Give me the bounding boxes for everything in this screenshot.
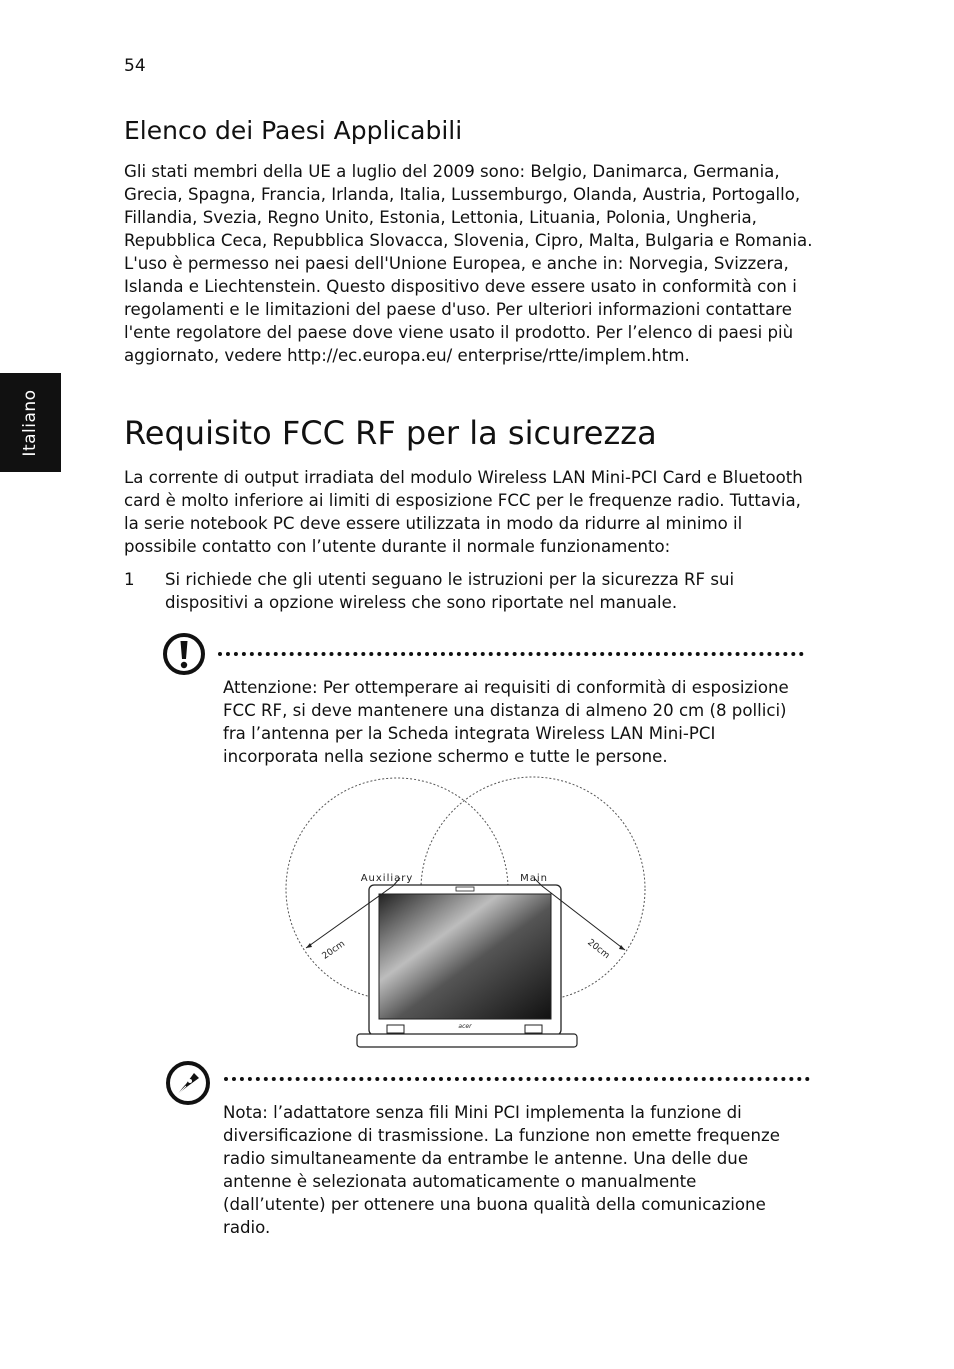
language-side-tab [0,373,61,472]
auxiliary-label: Auxiliary [360,873,414,884]
fcc-paragraph: La corrente di output irradiata del modulo Wireless LAN Mini-PCI Card e Bluetooth card è molto inferiore ai limiti di esposizione FCC per le frequenze radio. Tuttavia, la serie notebook PC deve essere utilizzata in modo da ridurre al minimo il possibile contatto con l’utente durante il normale funzionamento: [124,468,803,556]
warning-body: Per ottemperare ai requisiti di conformità di esposizione FCC RF, si deve mantenere una distanza di almeno 20 cm (8 pollici) fra l’antenna per la Scheda integrata Wireless LAN Mini-PCI incorporata nella sezione schermo e tutte le persone. [223,678,789,766]
list-item-text: Si richiede che gli utenti seguano le istruzioni per la sicurezza RF sui dispositivi a opzione wireless che sono riportate nel manuale. [165,570,735,612]
laptop-screen [379,894,551,1019]
language-side-tab-label: Italiano [20,389,40,457]
list-item-number: 1 [124,570,135,589]
countries-paragraph: Gli stati membri della UE a luglio del 2009 sono: Belgio, Danimarca, Germania, Grecia, Spagna, Francia, Irlanda, Italia, Lussemburgo, Olanda, Austria, Portogallo, Fillandia, Svezia, Regno Unito, Estonia, Lettonia, Lituania, Polonia, Ungheria, Repubblica Ceca, Repubblica Slovacca, Slovenia, Cipro, Malta, Bulgaria e Romania. L'uso è permesso nei paesi dell'Unione Europea, e anche in: Norvegia, Svizzera, Islanda e Liechtenstein. Questo dispositivo deve essere usato in conformità con i regolamenti e le limitazioni del paese d'uso. Per ulteriori informazioni contattare l'ente regolatore del paese dove viene usato il prodotto. Per l’elenco di paesi più aggiornato, vedere http://ec.europa.eu/ enterprise/rtte/implem.htm. [124,162,813,365]
svg-text:acer: acer [458,1023,472,1030]
section-heading-countries: Elenco dei Paesi Applicabili [124,116,463,145]
warning-label: Attenzione: [223,678,318,697]
note-divider [224,1077,810,1081]
section-heading-fcc: Requisito FCC RF per la sicurezza [124,414,657,452]
warning-divider [218,652,804,656]
left-distance-label: 20cm [320,939,348,962]
note-body: l’adattatore senza fili Mini PCI implementa la funzione di diversificazione di trasmissione. La funzione non emette frequenze radio simultaneamente da entrambe le antenne. Una delle due antenne è selezionata automaticamente o manualmente (dall’utente) per ottenere una buona qualità della comunicazione radio. [223,1103,780,1237]
main-label: Main [520,873,548,884]
note-label: Nota: [223,1103,268,1122]
right-distance-label: 20cm [585,937,612,962]
warning-text [223,676,803,768]
page-number: 54 [124,56,146,76]
note-icon [165,1060,209,1104]
laptop-base [357,1034,577,1047]
antenna-diagram [280,770,660,1055]
warning-icon [162,632,206,676]
note-text [223,1101,803,1239]
